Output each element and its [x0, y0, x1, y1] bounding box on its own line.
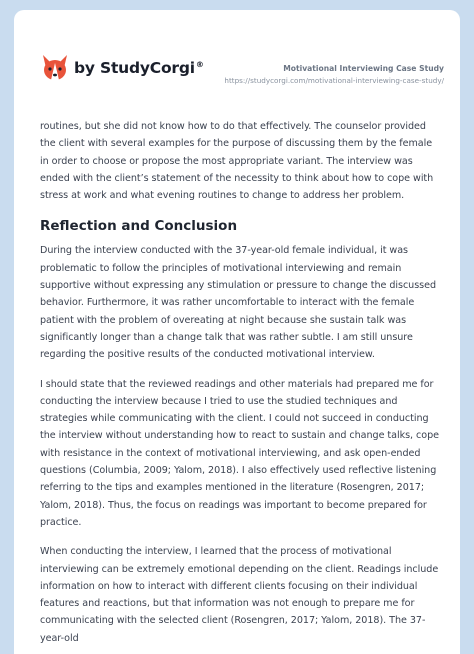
document-url[interactable]: https://studycorgi.com/motivational-interviewing-case-study/	[224, 76, 444, 85]
document-body	[40, 118, 442, 647]
document-meta	[224, 63, 444, 87]
document-page	[14, 10, 460, 654]
corgi-logo-icon	[40, 53, 70, 83]
document-title: Motivational Interviewing Case Study	[283, 64, 444, 73]
paragraph: When conducting the interview, I learned that the process of motivational interviewing can be extremely emotional depending on the client. Readings include information on how to interact with different clients focusing on their individual features and reactions, but that information was not enough to prepare me for communicating with the selected client (Rosengren, 2017; Yalom, 2018). The 37-year-old	[40, 546, 439, 644]
brand-name: by StudyCorgi®	[74, 59, 204, 77]
paragraph: During the interview conducted with the 37-year-old female individual, it was problematic to follow the principles of motivational interviewing and remain supportive without expressing any stimulation or pressure to change the discussed behavior. Furthermore, it was rather uncomfortable to interact with the female patient with the problem of overeating at night because she sustain talk was significantly longer than a change talk that was rather subtle. I am still unsure regarding the positive results of the conducted motivational interview.	[40, 245, 437, 361]
paragraph: routines, but she did not know how to do that effectively. The counselor provided the client with several examples for the purpose of discussing them by the female in order to choose or propose the most appropriate variant. The interview was ended with the client’s statement of the necessity to think about how to cope with stress at work and what evening routines to change to address her problem.	[40, 121, 434, 202]
section-heading: Reflection and Conclusion	[40, 218, 238, 235]
page-header	[14, 10, 460, 115]
brand-logo[interactable]	[40, 53, 204, 83]
paragraph: I should state that the reviewed readings and other materials had prepared me for conducting the interview because I tried to use the studied techniques and strategies while communicating with the client. I could not succeed in conducting the interview without understanding how to react to sustain and change talks, cope with resistance in the context of motivational interviewing, and ask open-ended questions (Columbia, 2009; Yalom, 2018). I also effectively used reflective listening referring to the tips and examples mentioned in the literature (Rosengren, 2017; Yalom, 2018). Thus, the focus on readings was important to become prepared for practice.	[40, 378, 439, 528]
